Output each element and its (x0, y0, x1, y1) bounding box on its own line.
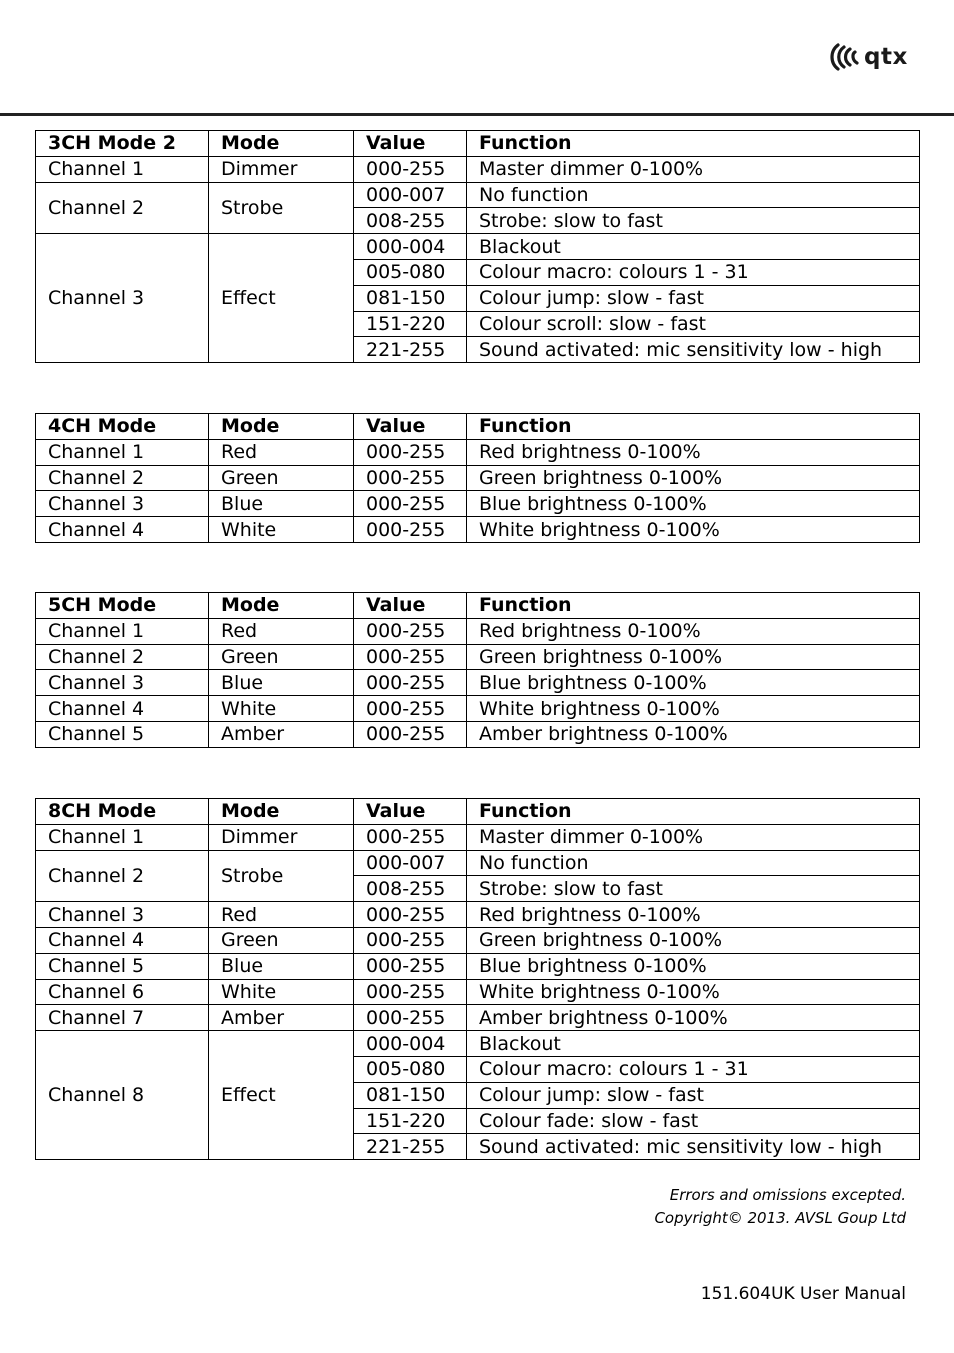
table-header-row (36, 593, 920, 619)
mode-cell: Amber (209, 721, 354, 747)
table-row (36, 1031, 920, 1057)
value-cell: 221-255 (354, 1134, 467, 1160)
function-cell: Amber brightness 0-100% (467, 1005, 920, 1031)
mode-cell: Amber (209, 1005, 354, 1031)
mode-cell: Green (209, 465, 354, 491)
value-cell: 000-004 (354, 234, 467, 260)
channel-cell: Channel 7 (36, 1005, 209, 1031)
channel-cell: Channel 2 (36, 644, 209, 670)
table-row (36, 979, 920, 1005)
channel-cell: Channel 4 (36, 927, 209, 953)
column-header: Function (467, 414, 920, 440)
mode-cell: Red (209, 439, 354, 465)
function-cell: Red brightness 0-100% (467, 902, 920, 928)
channel-cell: Channel 3 (36, 491, 209, 517)
value-cell: 000-255 (354, 644, 467, 670)
dmx-table-3ch-mode-2 (35, 130, 920, 363)
function-cell: Sound activated: mic sensitivity low - high (467, 1134, 920, 1160)
mode-cell: Dimmer (209, 824, 354, 850)
function-cell: Blackout (467, 1031, 920, 1057)
mode-cell: Green (209, 927, 354, 953)
mode-cell: Green (209, 644, 354, 670)
channel-cell: Channel 6 (36, 979, 209, 1005)
table-row (36, 670, 920, 696)
table-row (36, 696, 920, 722)
channel-cell: Channel 3 (36, 234, 209, 363)
function-cell: Master dimmer 0-100% (467, 824, 920, 850)
mode-cell: Effect (209, 1031, 354, 1160)
function-cell: Colour fade: slow - fast (467, 1108, 920, 1134)
column-header: 8CH Mode (36, 799, 209, 825)
function-cell: White brightness 0-100% (467, 696, 920, 722)
value-cell: 151-220 (354, 311, 467, 337)
function-cell: Green brightness 0-100% (467, 644, 920, 670)
value-cell: 005-080 (354, 1056, 467, 1082)
channel-cell: Channel 1 (36, 156, 209, 182)
function-cell: Green brightness 0-100% (467, 465, 920, 491)
channel-cell: Channel 1 (36, 439, 209, 465)
function-cell: Blue brightness 0-100% (467, 670, 920, 696)
channel-cell: Channel 2 (36, 850, 209, 902)
value-cell: 000-255 (354, 696, 467, 722)
function-cell: Master dimmer 0-100% (467, 156, 920, 182)
disclaimer-text: Errors and omissions excepted. (669, 1186, 906, 1204)
column-header: Mode (209, 131, 354, 157)
column-header: Mode (209, 799, 354, 825)
table-header-row (36, 131, 920, 157)
value-cell: 000-255 (354, 721, 467, 747)
value-cell: 221-255 (354, 337, 467, 363)
value-cell: 000-255 (354, 824, 467, 850)
value-cell: 000-255 (354, 491, 467, 517)
function-cell: Green brightness 0-100% (467, 927, 920, 953)
value-cell: 000-255 (354, 979, 467, 1005)
function-cell: Red brightness 0-100% (467, 618, 920, 644)
function-cell: No function (467, 850, 920, 876)
function-cell: White brightness 0-100% (467, 979, 920, 1005)
column-header: 4CH Mode (36, 414, 209, 440)
channel-cell: Channel 4 (36, 696, 209, 722)
table-row (36, 850, 920, 876)
channel-cell: Channel 3 (36, 902, 209, 928)
table-row (36, 644, 920, 670)
value-cell: 008-255 (354, 208, 467, 234)
table-header-row (36, 799, 920, 825)
table-row (36, 182, 920, 208)
function-cell: Blue brightness 0-100% (467, 491, 920, 517)
table-row (36, 517, 920, 543)
channel-cell: Channel 1 (36, 618, 209, 644)
value-cell: 000-004 (354, 1031, 467, 1057)
channel-cell: Channel 2 (36, 465, 209, 491)
mode-cell: Strobe (209, 182, 354, 234)
function-cell: Blackout (467, 234, 920, 260)
table-row (36, 618, 920, 644)
value-cell: 151-220 (354, 1108, 467, 1134)
channel-cell: Channel 8 (36, 1031, 209, 1160)
value-cell: 000-255 (354, 953, 467, 979)
function-cell: Colour macro: colours 1 - 31 (467, 1056, 920, 1082)
column-header: Value (354, 414, 467, 440)
mode-cell: Dimmer (209, 156, 354, 182)
value-cell: 000-255 (354, 618, 467, 644)
function-cell: Strobe: slow to fast (467, 208, 920, 234)
function-cell: Red brightness 0-100% (467, 439, 920, 465)
logo-text: qtx (864, 44, 908, 70)
mode-cell: Strobe (209, 850, 354, 902)
mode-cell: Blue (209, 491, 354, 517)
table-row (36, 721, 920, 747)
table-row (36, 902, 920, 928)
table-row (36, 439, 920, 465)
value-cell: 000-007 (354, 182, 467, 208)
channel-cell: Channel 5 (36, 721, 209, 747)
mode-cell: Red (209, 902, 354, 928)
value-cell: 000-255 (354, 927, 467, 953)
mode-cell: White (209, 696, 354, 722)
mode-cell: Blue (209, 953, 354, 979)
mode-cell: Effect (209, 234, 354, 363)
value-cell: 000-255 (354, 670, 467, 696)
function-cell: Colour macro: colours 1 - 31 (467, 259, 920, 285)
manual-reference: 151.604UK User Manual (700, 1284, 906, 1304)
table-row (36, 156, 920, 182)
value-cell: 005-080 (354, 259, 467, 285)
column-header: Mode (209, 414, 354, 440)
channel-cell: Channel 4 (36, 517, 209, 543)
channel-cell: Channel 3 (36, 670, 209, 696)
value-cell: 081-150 (354, 1082, 467, 1108)
mode-cell: White (209, 979, 354, 1005)
function-cell: Blue brightness 0-100% (467, 953, 920, 979)
function-cell: No function (467, 182, 920, 208)
table-row (36, 1005, 920, 1031)
channel-cell: Channel 1 (36, 824, 209, 850)
value-cell: 008-255 (354, 876, 467, 902)
function-cell: Sound activated: mic sensitivity low - high (467, 337, 920, 363)
value-cell: 000-007 (354, 850, 467, 876)
column-header: Value (354, 131, 467, 157)
header-divider (0, 113, 954, 116)
column-header: 5CH Mode (36, 593, 209, 619)
function-cell: Colour jump: slow - fast (467, 285, 920, 311)
column-header: Function (467, 799, 920, 825)
dmx-table-8ch-mode (35, 798, 920, 1160)
mode-cell: Red (209, 618, 354, 644)
function-cell: Colour jump: slow - fast (467, 1082, 920, 1108)
column-header: 3CH Mode 2 (36, 131, 209, 157)
value-cell: 000-255 (354, 465, 467, 491)
value-cell: 081-150 (354, 285, 467, 311)
function-cell: Amber brightness 0-100% (467, 721, 920, 747)
function-cell: Strobe: slow to fast (467, 876, 920, 902)
table-row (36, 465, 920, 491)
table-row (36, 234, 920, 260)
column-header: Value (354, 593, 467, 619)
column-header: Function (467, 593, 920, 619)
column-header: Function (467, 131, 920, 157)
value-cell: 000-255 (354, 517, 467, 543)
channel-cell: Channel 2 (36, 182, 209, 234)
table-row (36, 927, 920, 953)
dmx-table-4ch-mode (35, 413, 920, 543)
table-row (36, 953, 920, 979)
function-cell: White brightness 0-100% (467, 517, 920, 543)
value-cell: 000-255 (354, 1005, 467, 1031)
table-header-row (36, 414, 920, 440)
copyright-text: Copyright© 2013. AVSL Goup Ltd (654, 1209, 906, 1227)
mode-cell: White (209, 517, 354, 543)
brand-logo (828, 40, 908, 74)
channel-cell: Channel 5 (36, 953, 209, 979)
column-header: Value (354, 799, 467, 825)
qtx-waves-icon (828, 41, 860, 73)
function-cell: Colour scroll: slow - fast (467, 311, 920, 337)
mode-cell: Blue (209, 670, 354, 696)
table-row (36, 824, 920, 850)
value-cell: 000-255 (354, 902, 467, 928)
value-cell: 000-255 (354, 156, 467, 182)
table-row (36, 491, 920, 517)
dmx-table-5ch-mode (35, 592, 920, 748)
column-header: Mode (209, 593, 354, 619)
value-cell: 000-255 (354, 439, 467, 465)
